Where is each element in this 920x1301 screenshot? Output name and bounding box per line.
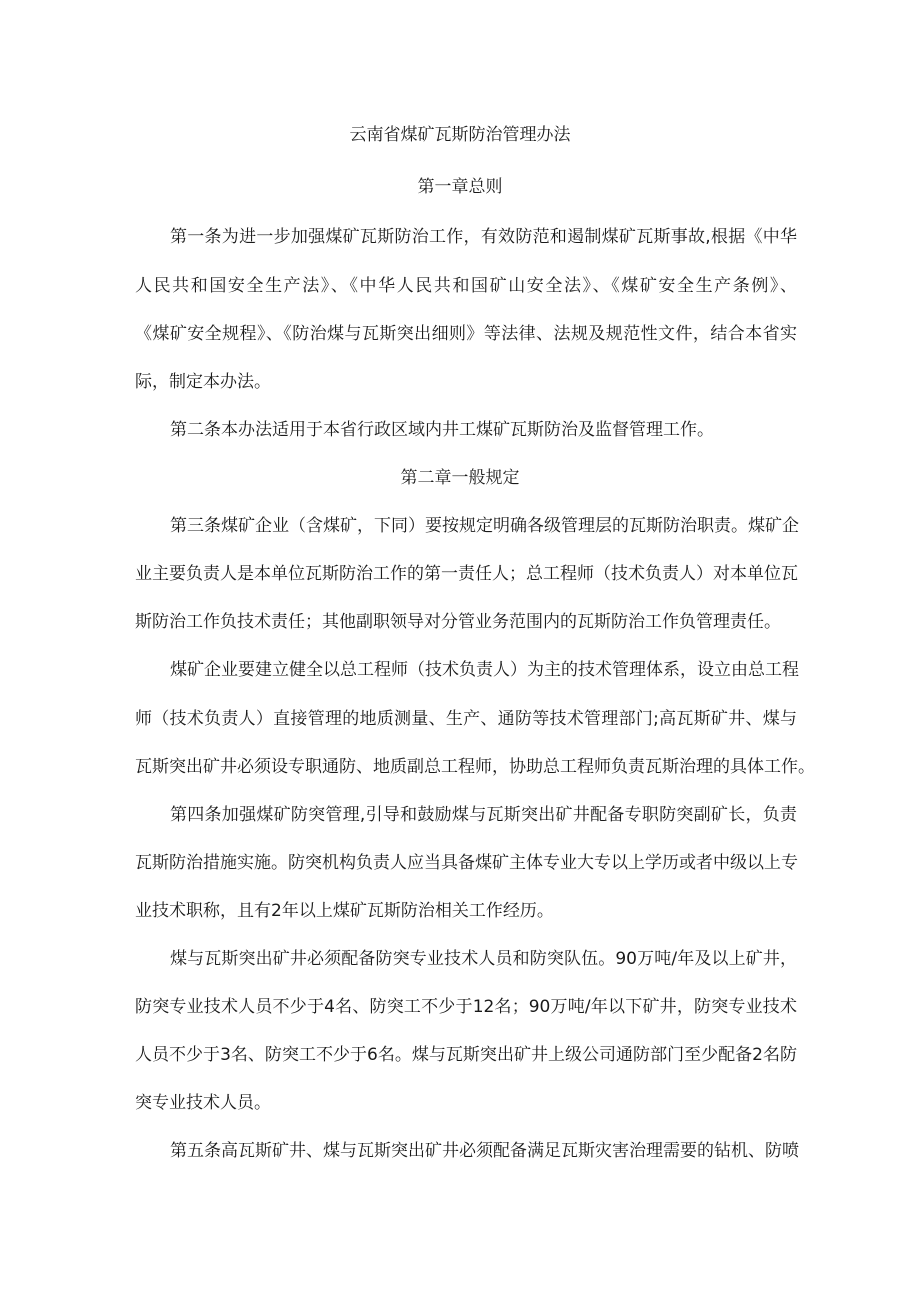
paragraph-line: 瓦斯防治措施实施。防突机构负责人应当具备煤矿主体专业大专以上学历或者中级以上专 xyxy=(135,853,798,873)
paragraph-line: 斯防治工作负技术责任；其他副职领导对分管业务范围内的瓦斯防治工作负管理责任。 xyxy=(135,612,781,632)
chapter-2-heading: 第二章一般规定 xyxy=(400,468,520,488)
paragraph-line: 师（技术负责人）直接管理的地质测量、生产、通防等技术管理部门;高瓦斯矿井、煤与 xyxy=(135,709,797,729)
paragraph-line: 第一条为进一步加强煤矿瓦斯防治工作，有效防范和遏制煤矿瓦斯事故,根据《中华 xyxy=(170,227,797,247)
paragraph-line: 第四条加强煤矿防突管理,引导和鼓励煤与瓦斯突出矿井配备专职防突副矿长，负责 xyxy=(170,805,797,825)
paragraph-line: 人员不少于3名、防突工不少于6名。煤与瓦斯突出矿井上级公司通防部门至少配备2名防 xyxy=(135,1045,797,1065)
paragraph-line: 际，制定本办法。 xyxy=(135,372,271,392)
document-title: 云南省煤矿瓦斯防治管理办法 xyxy=(349,125,571,145)
paragraph-line: 业主要负责人是本单位瓦斯防治工作的第一责任人；总工程师（技术负责人）对本单位瓦 xyxy=(135,564,798,584)
paragraph-line: 突专业技术人员。 xyxy=(135,1093,271,1113)
paragraph-line: 人民共和国安全生产法》、《中华人民共和国矿山安全法》、《煤矿安全生产条例》、 xyxy=(135,276,797,296)
paragraph-line: 业技术职称，且有2年以上煤矿瓦斯防治相关工作经历。 xyxy=(135,901,554,921)
paragraph-line: 第二条本办法适用于本省行政区域内井工煤矿瓦斯防治及监督管理工作。 xyxy=(170,420,714,440)
paragraph-line: 煤矿企业要建立健全以总工程师（技术负责人）为主的技术管理体系，设立由总工程 xyxy=(170,660,799,680)
chapter-1-heading: 第一章总则 xyxy=(417,177,503,197)
paragraph-line: 煤与瓦斯突出矿井必须配备防突专业技术人员和防突队伍。90万吨/年及以上矿井， xyxy=(170,949,797,969)
paragraph-line: 瓦斯突出矿井必须设专职通防、地质副总工程师，协助总工程师负责瓦斯治理的具体工作。 xyxy=(135,757,815,777)
paragraph-line: 第五条高瓦斯矿井、煤与瓦斯突出矿井必须配备满足瓦斯灾害治理需要的钻机、防喷 xyxy=(170,1141,799,1161)
paragraph-line: 《煤矿安全规程》、《防治煤与瓦斯突出细则》等法律、法规及规范性文件，结合本省实 xyxy=(135,324,797,344)
paragraph-line: 第三条煤矿企业（含煤矿，下同）要按规定明确各级管理层的瓦斯防治职责。煤矿企 xyxy=(170,516,799,536)
paragraph-line: 防突专业技术人员不少于4名、防突工不少于12名；90万吨/年以下矿井，防突专业技术 xyxy=(135,997,797,1017)
